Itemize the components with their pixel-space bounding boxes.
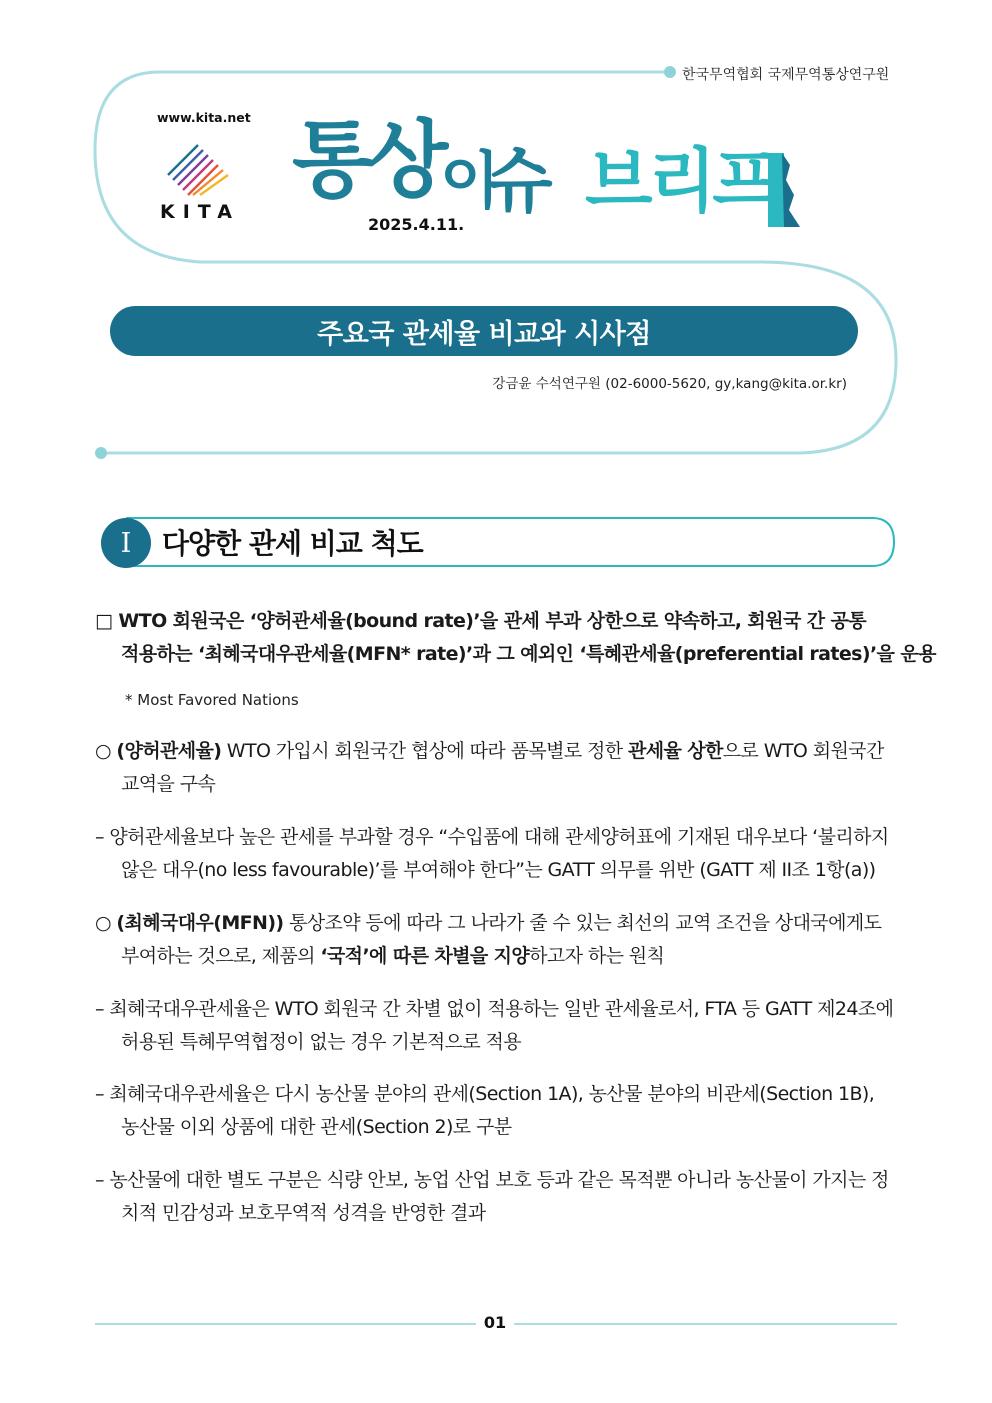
term-bound-rate: (양허관세율): [116, 740, 222, 762]
emphasis-tariff-cap: 관세율 상한: [628, 740, 723, 762]
dash-item-mfn-sections: – 최혜국대우관세율은 다시 농산물 분야의 관세(Section 1A), 농산물 분야의 비관세(Section 1B), 농산물 이외 상품에 대한 관세(Section 2)로 구분: [95, 1083, 875, 1138]
kita-logo-text: KITA: [160, 201, 240, 223]
footnote-mfn: * Most Favored Nations: [125, 691, 299, 709]
emphasis-nationality: ‘국적’에 따른 차별을 지양: [320, 945, 530, 967]
lead-paragraph: [95, 605, 936, 671]
bullet-symbol: ○: [95, 912, 117, 934]
kita-logo-icon: [160, 137, 232, 199]
series-title-i: 이: [440, 144, 500, 217]
header-frame-dot-bottom: [95, 447, 107, 459]
dash-item-agriculture: – 농산물에 대한 별도 구분은 식량 안보, 농업 산업 보호 등과 같은 목적뿐 아니라 농산물이 가지는 정치적 민감성과 보호무역적 성격을 반영한 결과: [95, 1169, 889, 1224]
header-frame-dot-top: [664, 66, 676, 78]
organization-name: 한국무역협회 국제무역통상연구원: [682, 67, 890, 83]
series-title-issue: 슈: [485, 140, 549, 222]
bullet-bound-rate: ○ (양허관세율) WTO 가입시 회원국간 협상에 따라 품목별로 정한 관세율 상한으로 WTO 회원국간 교역을 구속: [95, 740, 884, 795]
website-link[interactable]: www.kita.net: [157, 110, 251, 125]
term-mfn: (최혜국대우(MFN)): [116, 912, 284, 934]
header-frame-line: [95, 72, 896, 453]
lead-line-2: 적용하는 ‘최혜국대우관세율(MFN* rate)’과 그 예외인 ‘특혜관세율(preferential rates)’을 운용: [121, 643, 936, 665]
author-info: 강금윤 수석연구원 (02-6000-5620, gy,kang@kita.or.kr): [492, 376, 847, 392]
section-title: 다양한 관세 비교 척도: [162, 527, 423, 560]
series-title-brief: 브리프: [585, 140, 776, 222]
bullet-symbol: ○: [95, 740, 117, 762]
lead-line-1: □ WTO 회원국은 ‘양허관세율(bound rate)’을 관세 부과 상한으로 약속하고, 회원국 간 공통: [95, 610, 866, 632]
section-number-badge: [101, 518, 151, 568]
report-title-banner: [110, 306, 858, 356]
series-title-tongsang: 통상: [292, 111, 443, 209]
report-title: 주요국 관세율 비교와 시사점: [317, 318, 651, 350]
dash-item-mfn-general: – 최혜국대우관세율은 WTO 회원국 간 차별 없이 적용하는 일반 관세율로서, FTA 등 GATT 제24조에 허용된 특혜무역협정이 없는 경우 기본적으로 적용: [95, 998, 894, 1053]
dash-item-gatt: – 양허관세율보다 높은 관세를 부과할 경우 “수입품에 대해 관세양허표에 기재된 대우보다 ‘불리하지 않은 대우(no less favourable)’를 부여해야 한다”는 GATT 의무를 위반 (GATT 제 II조 1항(a)): [95, 826, 889, 881]
bullet-mfn: ○ (최혜국대우(MFN)) 통상조약 등에 따라 그 나라가 줄 수 있는 최선의 교역 조건을 상대국에게도 부여하는 것으로, 제품의 ‘국적’에 따른 차별을 지양하고자 하는 원칙: [95, 912, 882, 967]
section-number: I: [120, 527, 132, 559]
page-number: 01: [476, 1313, 514, 1332]
publication-date: 2025.4.11.: [368, 215, 465, 234]
